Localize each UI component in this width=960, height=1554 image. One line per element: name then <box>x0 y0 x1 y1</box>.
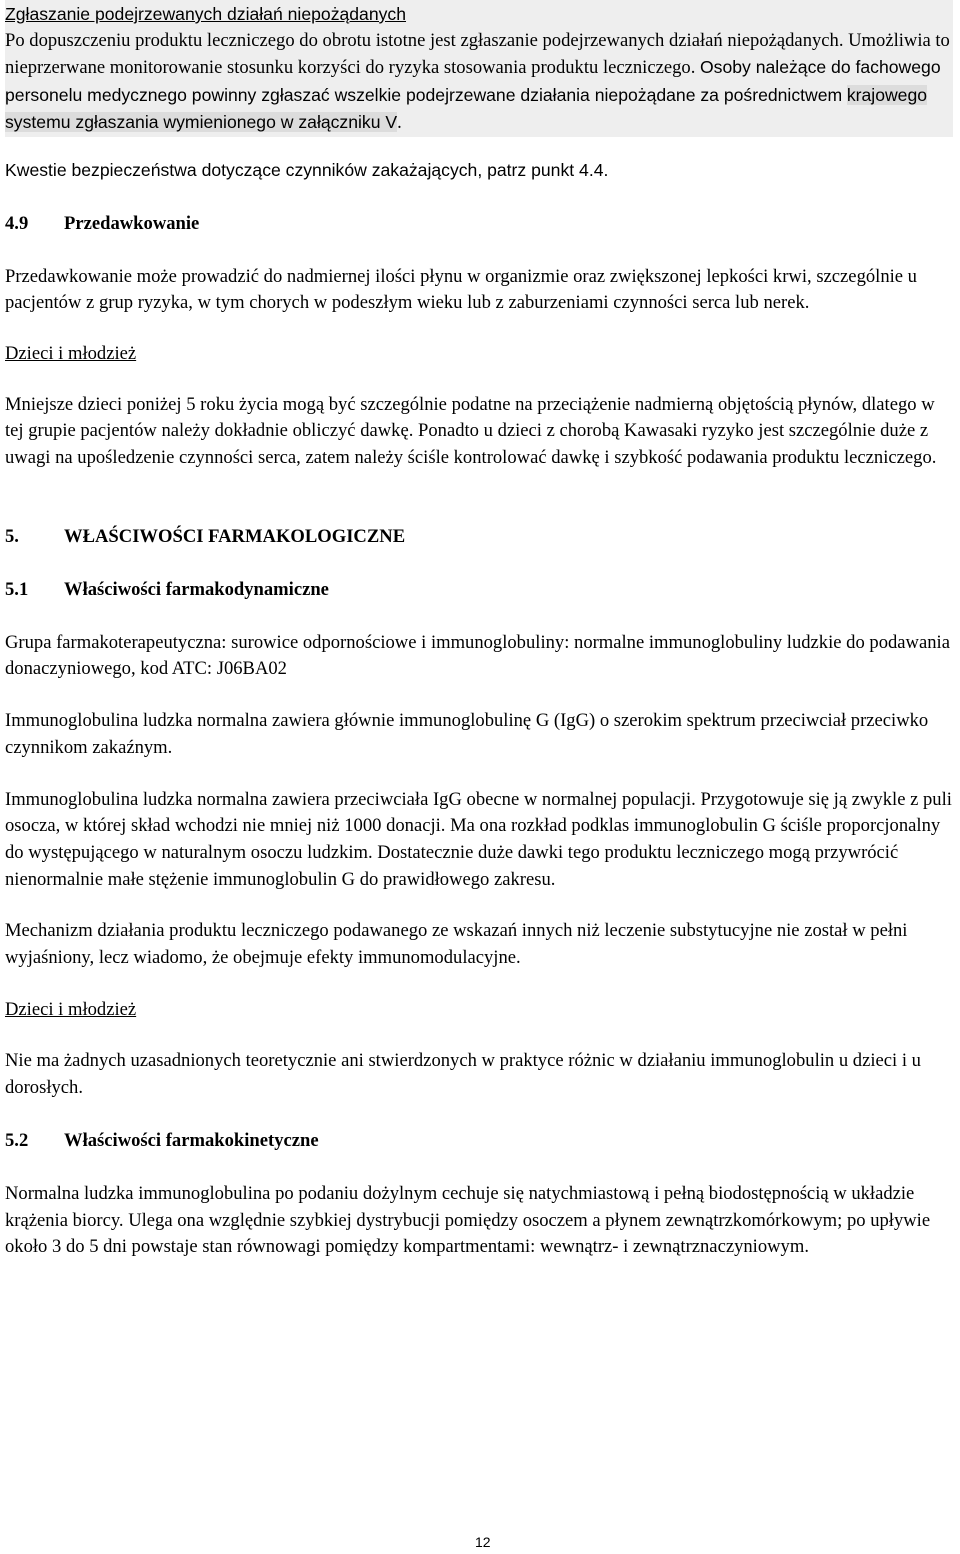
adverse-reporting-box <box>5 0 953 137</box>
antibodies-paragraph: Immunoglobulina ludzka normalna zawiera przeciwciała IgG obecne w normalnej populacji. Przygotowuje się ją zwykle z puli osocza, w której skład wchodzi nie mniej niż 1000 donacji. Ma ona rozkład podklas immunoglobulin G ściśle proporcjonalny do występującego w naturalnym osoczu ludzkim. Dostatecznie duże dawki tego produktu leczniczego mogą przywrócić nienormalnie małe stężenie immunoglobulin G do prawidłowego zakresu. <box>5 788 952 890</box>
section-title: Przedawkowanie <box>64 212 200 234</box>
adverse-reporting-heading: Zgłaszanie podejrzewanych działań niepożądanych <box>5 4 407 24</box>
adverse-reporting-period: . <box>397 112 402 133</box>
section-5-1-heading <box>5 577 955 603</box>
pharmacokinetics-paragraph: Normalna ludzka immunoglobulina po podaniu dożylnym cechuje się natychmiastową i pełną biodostępnością w układzie krążenia biorcy. Ulega ona względnie szybkiej dystrybucji pomiędzy osoczem a płynem zewnątrzkomórkowym; po upływie około 3 do 5 dni powstaje stan równowagi pomiędzy kompartmentami: wewnątrz- i zewnątrznaczyniowym. <box>5 1182 931 1258</box>
section-title: WŁAŚCIWOŚCI FARMAKOLOGICZNE <box>64 525 406 547</box>
overdose-paragraph: Przedawkowanie może prowadzić do nadmiernej ilości płynu w organizmie oraz zwiększonej lepkości krwi, szczególnie u pacjentów z grup ryzyka, w tym chorych w podeszłym wieku lub z zaburzeniami czynności serca lub nerek. <box>5 265 917 314</box>
mechanism-paragraph: Mechanizm działania produktu leczniczego podawanego ze wskazań innych niż leczenie substytucyjne nie został w pełni wyjaśniony, lecz wiadomo, że obejmuje efekty immunomodulacyjne. <box>5 920 908 969</box>
national-reporting-system-link[interactable]: krajowego systemu zgłaszania wymienionego w załączniku V <box>5 84 928 132</box>
section-number: 4.9 <box>5 212 29 234</box>
adverse-reporting-text <box>5 28 953 137</box>
section-4-9-heading <box>5 211 955 237</box>
adverse-reporting-serif: Po dopuszczeniu produktu leczniczego do obrotu istotne jest zgłaszanie podejrzewanych działań niepożądanych. Umożliwia to nieprzerwane monitorowanie stosunku korzyści do ryzyka stosowania produktu leczniczego. <box>5 29 950 78</box>
children-pd-paragraph: Nie ma żadnych uzasadnionych teoretycznie ani stwierdzonych w praktyce różnic w działaniu immunoglobulin u dzieci i u dorosłych. <box>5 1050 921 1099</box>
igg-paragraph: Immunoglobulina ludzka normalna zawiera głównie immunoglobulinę G (IgG) o szerokim spektrum przeciwciał przeciwko czynnikom zakaźnym. <box>5 710 929 758</box>
adverse-reporting-sans: Osoby należące do fachowego personelu medycznego powinny zgłaszać wszelkie podejrzewane działania niepożądane za pośrednictwem <box>5 57 941 105</box>
children-overdose-paragraph: Mniejsze dzieci poniżej 5 roku życia mogą być szczególnie podatne na przeciążenie nadmierną objętością płynów, dlatego w tej grupie pacjentów należy dokładnie obliczyć dawkę. Ponadto u dzieci z chorobą Kawasaki ryzyko jest szczególnie duże z uwagi na upośledzenie czynności serca, zatem należy ściśle kontrolować dawkę i szybkość podawania produktu leczniczego. <box>5 393 937 469</box>
subheading-children: Dzieci i młodzież <box>5 998 137 1020</box>
pharmacotherapeutic-group: Grupa farmakoterapeutyczna: surowice odpornościowe i immunoglobuliny: normalne immunoglobuliny ludzkie do podawania donaczyniowego, kod ATC: J06BA02 <box>5 631 950 680</box>
section-5-heading <box>5 524 955 550</box>
section-5-2-heading <box>5 1128 955 1154</box>
section-title: Właściwości farmakokinetyczne <box>64 1129 319 1151</box>
page-number: 12 <box>475 1534 491 1550</box>
safety-note: Kwestie bezpieczeństwa dotyczące czynników zakażających, patrz punkt 4.4. <box>5 159 609 180</box>
section-number: 5.2 <box>5 1129 29 1151</box>
subheading-children: Dzieci i młodzież <box>5 342 137 364</box>
section-number: 5.1 <box>5 578 29 600</box>
section-title: Właściwości farmakodynamiczne <box>64 578 329 600</box>
section-number: 5. <box>5 525 19 547</box>
document-page <box>5 0 955 1261</box>
